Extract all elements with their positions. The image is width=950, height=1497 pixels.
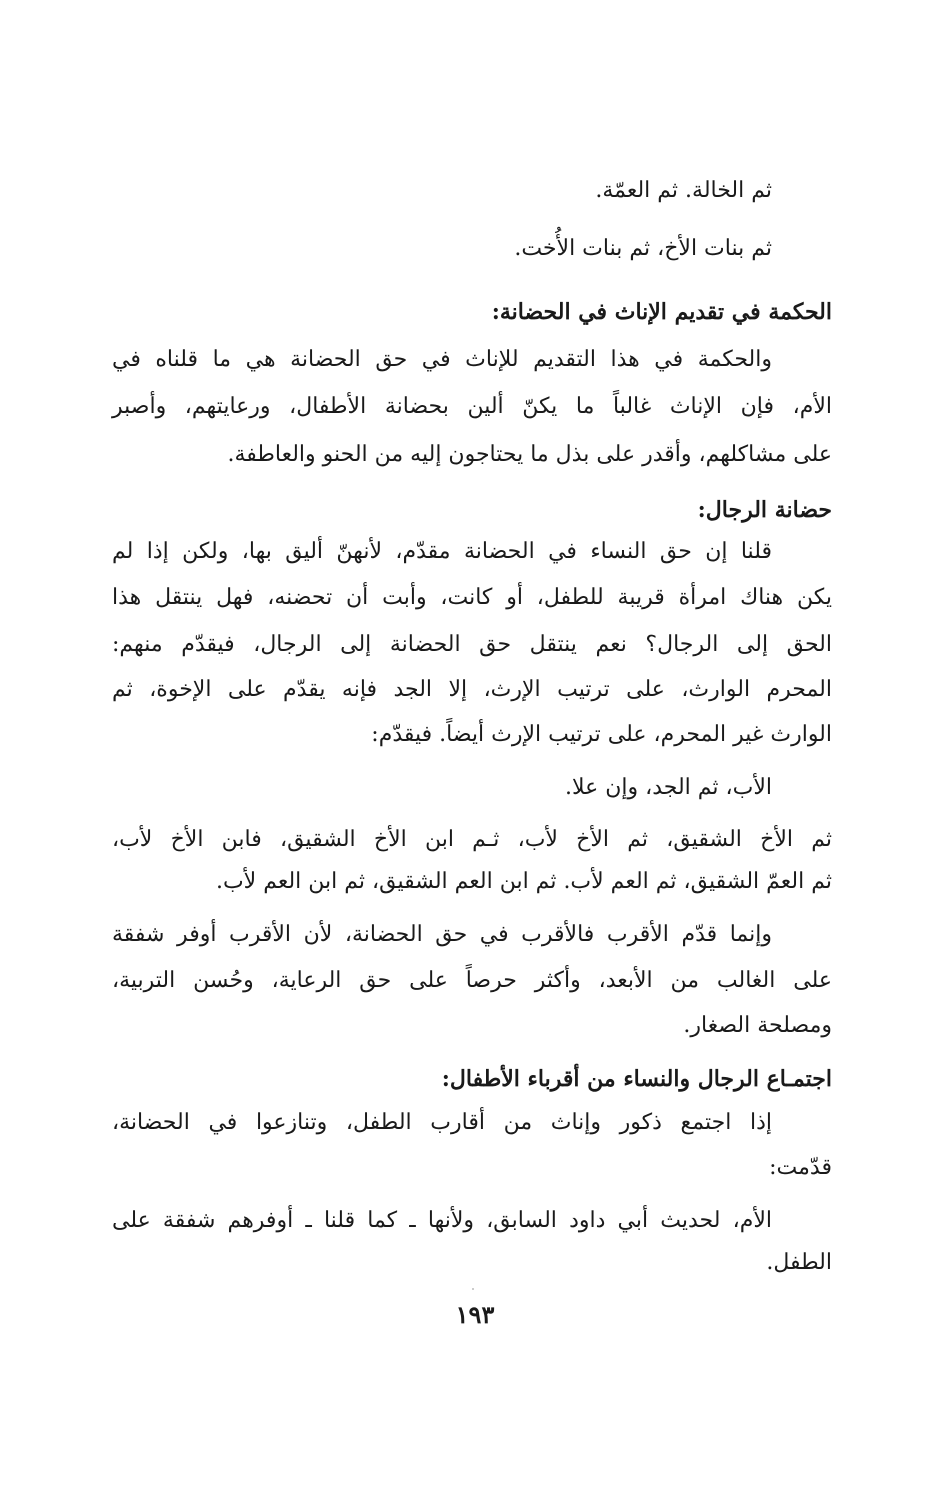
section-heading: الحكمة في تقديم الإناث في الحضانة:	[491, 299, 832, 325]
text-line: يكن هناك امرأة قريبة للطفل، أو كانت، وأبت أن تحضنه، فهل ينتقل هذا	[112, 585, 832, 610]
text-line: الطفل.	[766, 1250, 832, 1275]
text-line: ثم العمّ الشقيق، ثم العم لأب. ثم ابن العم الشقيق، ثم ابن العم لأب.	[215, 869, 832, 894]
text-line: الوارث غير المحرم، على ترتيب الإرث أيضاً. فيقدّم:	[371, 722, 832, 747]
scan-speck	[472, 1288, 474, 1290]
text-line: على الغالب من الأبعد، وأكثر حرصاً على حق الرعاية، وحُسن التربية،	[112, 968, 832, 993]
text-line: إذا اجتمع ذكور وإناث من أقارب الطفل، وتنازعوا في الحضانة،	[112, 1110, 772, 1135]
page-number: ١٩٣	[455, 1300, 495, 1329]
text-line: والحكمة في هذا التقديم للإناث في حق الحضانة هي ما قلناه في	[112, 347, 772, 372]
text-line: ثم الخالة. ثم العمّة.	[595, 178, 772, 203]
text-line: ثم الأخ الشقيق، ثم الأخ لأب، ثـم ابن الأخ الشقيق، فابن الأخ لأب،	[112, 827, 832, 852]
text-line: وإنما قدّم الأقرب فالأقرب في حق الحضانة، لأن الأقرب أوفر شفقة	[112, 922, 772, 947]
text-line: المحرم الوارث، على ترتيب الإرث، إلا الجد فإنه يقدّم على الإخوة، ثم	[112, 677, 832, 702]
text-line: الأم، لحديث أبي داود السابق، ولأنها ـ كما قلنا ـ أوفرهم شفقة على	[112, 1208, 772, 1233]
text-line: الأب، ثم الجد، وإن علا.	[564, 775, 772, 800]
text-line: ثم بنات الأخ، ثم بنات الأُخت.	[514, 236, 772, 261]
section-heading: حضانة الرجال:	[697, 497, 832, 523]
text-line: على مشاكلهم، وأقدر على بذل ما يحتاجون إليه من الحنو والعاطفة.	[227, 442, 832, 467]
text-line: الأم، فإن الإناث غالباً ما يكنّ ألين بحضانة الأطفال، ورعايتهم، وأصبر	[112, 394, 832, 419]
text-line: قلنا إن حق النساء في الحضانة مقدّم، لأنهنّ أليق بها، ولكن إذا لم	[112, 539, 772, 564]
text-line: ومصلحة الصغار.	[683, 1013, 832, 1038]
text-line: قدّمت:	[769, 1155, 832, 1180]
section-heading: اجتمـاع الرجال والنساء من أقرباء الأطفال:	[441, 1066, 832, 1092]
text-line: الحق إلى الرجال؟ نعم ينتقل حق الحضانة إلى الرجال، فيقدّم منهم:	[112, 632, 832, 657]
